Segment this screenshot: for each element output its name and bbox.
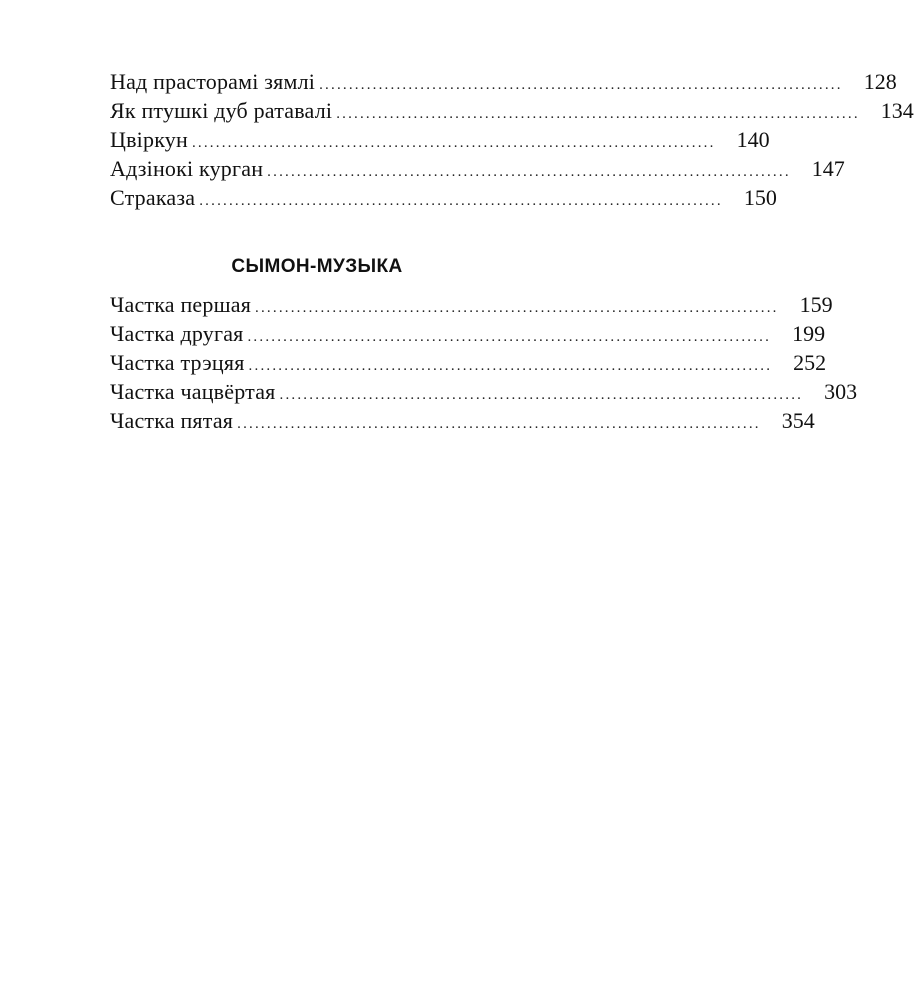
toc-entry bbox=[110, 67, 897, 96]
dot-leader: ........................................................................................ bbox=[248, 358, 773, 374]
toc-entry-title: Страказа bbox=[110, 185, 196, 210]
toc-list bbox=[110, 290, 858, 435]
toc-entry bbox=[110, 377, 858, 406]
toc-entry-title: Частка трэцяя bbox=[110, 350, 245, 375]
toc-entry-page: 252 bbox=[793, 350, 827, 375]
toc-entry-title: Частка першая bbox=[110, 292, 252, 317]
toc-entry-title: Над прасторамі зямлі bbox=[110, 69, 316, 94]
toc-entry-page: 199 bbox=[792, 321, 826, 346]
toc-entry-page: 303 bbox=[824, 379, 858, 404]
toc-entry bbox=[110, 154, 845, 183]
toc-entry-title: Адзінокі курган bbox=[110, 156, 264, 181]
dot-leader: ........................................................................................ bbox=[199, 193, 723, 209]
dot-leader: ........................................................................................ bbox=[267, 164, 791, 180]
toc-entry bbox=[110, 406, 815, 435]
dot-leader: ........................................................................................ bbox=[247, 329, 772, 345]
toc-entry-title: Частка пятая bbox=[110, 408, 234, 433]
section-heading: СЫМОН-МУЗЫКА bbox=[231, 256, 403, 277]
toc-entry bbox=[110, 348, 827, 377]
toc-entry-page: 147 bbox=[811, 156, 845, 181]
toc-entry-title: Цвіркун bbox=[110, 127, 188, 152]
toc-entry-page: 150 bbox=[743, 185, 777, 210]
dot-leader: ........................................................................................ bbox=[237, 416, 761, 432]
toc-entry-page: 134 bbox=[880, 98, 914, 123]
toc-entry-page: 354 bbox=[781, 408, 815, 433]
toc-entry bbox=[110, 125, 770, 154]
dot-leader: ........................................................................................ bbox=[279, 387, 804, 403]
dot-leader: ........................................................................................ bbox=[255, 300, 779, 316]
toc-entry-title: Частка чацвёртая bbox=[110, 379, 276, 404]
dot-leader: ........................................................................................ bbox=[191, 135, 716, 151]
toc-entry bbox=[110, 290, 833, 319]
toc-list bbox=[110, 67, 914, 212]
toc-entry bbox=[110, 183, 777, 212]
dot-leader: ........................................................................................ bbox=[319, 77, 843, 93]
toc-entry bbox=[110, 319, 826, 348]
toc-entry bbox=[110, 96, 914, 125]
toc-entry-title: Частка другая bbox=[110, 321, 244, 346]
toc-entry-page: 140 bbox=[736, 127, 770, 152]
dot-leader: ........................................................................................ bbox=[336, 106, 860, 122]
toc-entry-page: 159 bbox=[799, 292, 833, 317]
toc-entry-page: 128 bbox=[863, 69, 897, 94]
toc-entry-title: Як птушкі дуб ратавалі bbox=[110, 98, 333, 123]
